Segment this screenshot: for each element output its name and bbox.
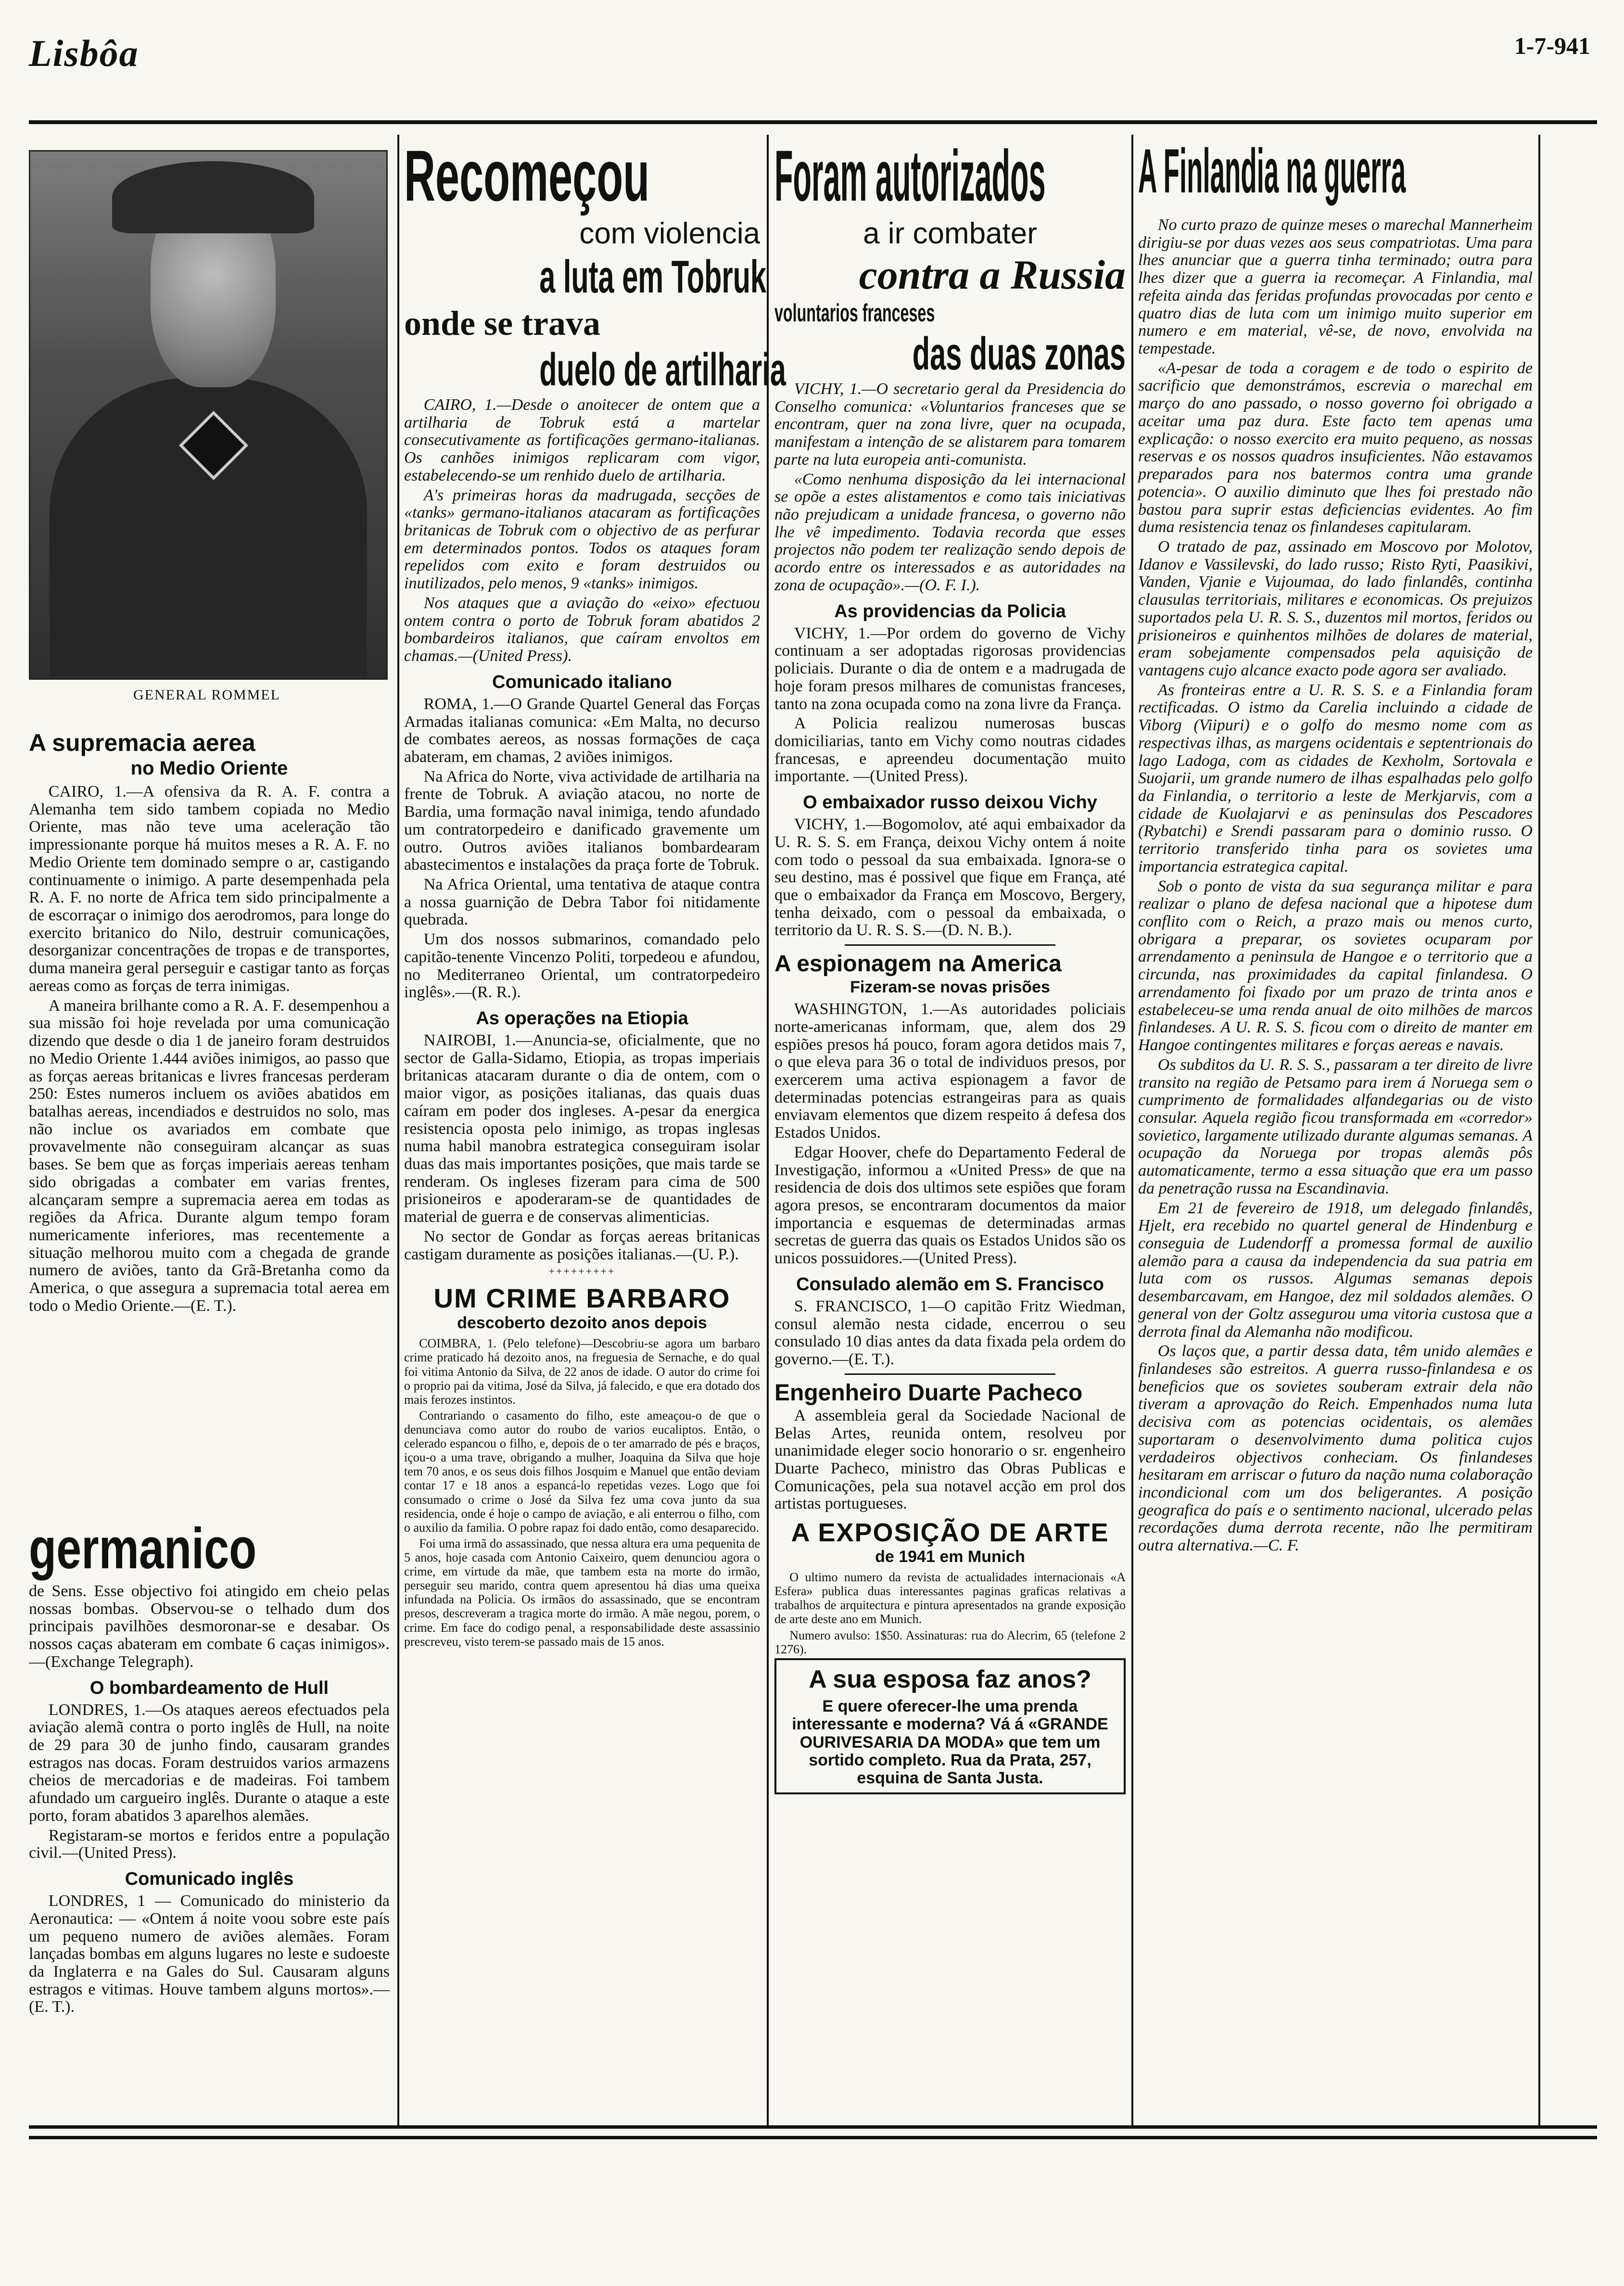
subhead-russia: contra a Russia (859, 252, 1126, 298)
article-paragraph: A's primeiras horas da madrugada, secções de «tanks» germano-italianos atacaram as fortificações britanicas de Tobruk com o objectivo de as perfurar em determinados pontos. Todos os ataques foram repelidos com exito e foram destruidos ou inutilizados, pelo menos, 9 «tanks» inimigos. (404, 486, 760, 593)
section-subtitle-exposicao: de 1941 em Munich (875, 1548, 1025, 1566)
article-voluntarios (774, 135, 1126, 2121)
article-paragraph: Registaram-se mortos e feridos entre a população civil.—(United Press). (29, 1826, 390, 1862)
subhead-duelo: duelo de artilharia (539, 344, 786, 395)
article-title: A supremacia aerea (29, 729, 255, 756)
column-rule (767, 135, 769, 2126)
article-germanico (29, 1583, 390, 2121)
column-rule (1538, 135, 1540, 2126)
section-title-crime: UM CRIME BARBARO (433, 1283, 731, 1314)
masthead: Lisbôa (29, 32, 139, 74)
ad-text: E quere oferecer-lhe uma prenda interessante e moderna? Vá á «GRANDE OURIVESARIA DA MODA» que tem um sortido completo. Rua da Prata, 257, esquina de Santa Justa. (792, 1697, 1108, 1788)
section-subtitle-crime: descoberto dezoito anos depois (457, 1314, 707, 1333)
article-paragraph: Nos ataques que a aviação do «eixo» efectuou ontem contra o porto de Tobruk foram abatidos 2 bombardeiros italianos, que caíram envoltos em chamas.—(United Press). (404, 594, 760, 665)
section-title-policia: As providencias da Policia (834, 601, 1066, 622)
section-title-ingles: Comunicado inglês (125, 1869, 294, 1890)
article-paragraph: «A-pesar de toda a coragem e de todo o espirito de sacrificio que demonstrámos, escrevia o marechal em março do ano passado, o nosso governo foi obrigado a aceitar uma paz dura. Este facto tem apenas uma explicação: o nosso exercito era muito pequeno, as nossas reservas e os nossos quadros insuficientes. Não estavamos preparados para nos batermos contra uma grande potencia». O auxilio diminuto que lhes foi prestado não bastou para suprir estas deficiencias evidentes. Ao fim duma resistencia tenaz os finlandeses capitularam. (1138, 359, 1533, 536)
subhead-voluntarios: voluntarios franceses (774, 299, 935, 327)
article-paragraph: A assembleia geral da Sociedade Nacional de Belas Artes, reunida ontem, resolveu por unanimidade eleger socio honorario o sr. engenheiro Duarte Pacheco, ministro das Obras Publicas e Comunicações, pela sua notavel acção em prol dos artistas portugueses. (774, 1406, 1126, 1513)
article-paragraph: de Sens. Esse objectivo foi atingido em cheio pelas nossas bombas. Observou-se o telhado dum dos principais pavilhões desmoronar-se e desabar. Os nossos caças abateram em combate 6 caças inimigos».—(Exchange Telegraph). (29, 1582, 390, 1671)
section-title-etiopia: As operações na Etiopia (476, 1008, 688, 1029)
headline-autorizados: Foram autorizados (774, 135, 1046, 216)
subhead-trava: onde se trava (404, 304, 600, 343)
cap-shape (112, 161, 314, 233)
article-paragraph: Foi uma irmã do assassinado, que nessa altura era uma pequenita de 5 anos, hoje casada com Antonio Caixeiro, quem denunciou agora o crime, em virtude da mãe, que tambem esta na morte do irmão, perseguir seu marido, contra quem apresentou há dias uma queixa infundada na Policia. Os irmãos do assassinado, que se encontram presos, descreveram a tragica morte do irmão. A mãe negou, porem, o crime. Em face do codigo penal, a responsabilidade deste assassinio prescreveu, visto terem-se passado mais de 15 anos. (404, 1536, 760, 1649)
article-paragraph: Um dos nossos submarinos, comandado pelo capitão-tenente Vincenzo Politi, torpedeou e afundou, no Mediterraneo Oriental, um contratorpedeiro inglês».—(R. R.). (404, 930, 760, 1002)
headline-finlandia: A Finlandia na guerra (1138, 136, 1406, 206)
section-title-italiano: Comunicado italiano (492, 672, 672, 692)
article-paragraph: A maneira brilhante como a R. A. F. desempenhou a sua missão foi hoje revelada por uma comunicação dizendo que desde o dia 1 de janeiro foram destruidos no Medio Oriente 1.444 aviões inimigos, ao passo que as forças aereas britanicas e livres francesas perderam 250: Estes numeros incluem os aviões abatidos em batalhas aereas, incendiados e destruidos no solo, mas não inclue os avariados em combate que provavelmente não conseguiram alcançar as suas bases. Se bem que as forças imperiais aereas tenham sido obrigadas a combater em varias frentes, alcançaram sempre a supremacia aerea em todas as regiões da Africa. Durante algum tempo foram numericamente inferiores, mas recentemente a situação melhorou muito com a chegada de grande numero de aviões, tanto da Grã-Bretanha como da America, o que assegura a supremacia total aerea em todo o Medio Oriente.—(E. T.). (29, 996, 390, 1315)
article-finlandia (1138, 136, 1533, 2121)
article-paragraph: NAIROBI, 1.—Anuncia-se, oficialmente, que no sector de Galla-Sidamo, Etiopia, as tropas imperiais britanicas atacaram durante o dia de ontem, com o maior vigor, as posições italianas, das quais duas caíram em poder dos ingleses. A-pesar da energica resistencia oposta pelo inimigo, as tropas inglesas numa habil manobra estrategica conseguiram isolar duas das mais importantes posições, que mais tarde se renderam. Os ingleses fizeram para cima de 500 prisioneiros e apoderaram-se de quantidades de material de guerra e de conservas alimenticias. (404, 1031, 760, 1226)
article-paragraph: Os subditos da U. R. S. S., passaram a ter direito de livre transito na região de Petsamo para irem á Noruega sem o cumprimento de formalidades alfandegarias ou de visto consular. Aquela região ficou transformada em «corredor» sovietico, largamente utilizado durante algumas semanas. A ocupação da Noruega por tropas alemãs pôs automaticamente, termo a essa situação que era um passo da penetração russa na Escandinavia. (1138, 1055, 1533, 1197)
article-paragraph: O tratado de paz, assinado em Moscovo por Molotov, Idanov e Vassilevski, do lado russo; Risto Ryti, Paasikivi, Vanden, Vjanie e Vujoumaa, do lado finlandês, continha clausulas territoriais, militares e economicas. Os prejuizos suportados pela U. R. S. S., duzentos mil mortos, feridos ou prisioneiros e quinhentos milhões de dolares de material, eram sobejamente compensados pela aquisição de vantagens cujo alcance exacto pode agora ser avaliado. (1138, 537, 1533, 679)
column-rule (1131, 135, 1133, 2126)
article-paragraph: VICHY, 1.—O secretario geral da Presidencia do Conselho comunica: «Voluntarios franceses que se encontram, quer na zona livre, quer na ocupada, manifestam a intenção de se alistarem para tomarem parte na luta europeia anti-comunista. (774, 380, 1126, 469)
page-date: 1-7-941 (1514, 32, 1590, 59)
article-paragraph: COIMBRA, 1. (Pelo telefone)—Descobriu-se agora um barbaro crime praticado há dezoito anos, na freguesia de Sernache, e do qual foi vitima Antonio da Silva, de 22 anos de idade. O autor do crime foi o proprio pai da vitima, José da Silva, já falecido, e que era dotado dos mais ferozes instintos. (404, 1336, 760, 1407)
subhead-tobruk: a luta em Tobruk (539, 251, 767, 303)
section-title-espionagem: A espionagem na America (774, 951, 1062, 977)
article-paragraph: As fronteiras entre a U. R. S. S. e a Finlandia foram rectificadas. O istmo da Carelia incluindo a cidade de Viborg (Viipuri) e o golfo do mesmo nome com as respectivas ilhas, as margens ocidentais e septentrionais do lago Ladoga, com as cidades de Kexholm, Sortovala e Suojarii, um grande numero de ilhas espalhadas pelo golfo da Finlandia, o territorio a leste de Merkjarvis, com a cidade de Kuolajarvi e as peninsulas dos Pescadores (Rybatchi) e Srendi passaram para o dominio russo. O territorio transferido tinha para os sovietes uma importancia estrategica capital. (1138, 681, 1533, 876)
article-paragraph: Na Africa Oriental, uma tentativa de ataque contra a nossa guarnição de Debra Tabor foi nitidamente quebrada. (404, 875, 760, 929)
rommel-photo (29, 150, 388, 680)
article-paragraph: No sector de Gondar as forças aereas britanicas castigam duramente as posições italianas.—(U. P.). (404, 1227, 760, 1263)
article-paragraph: Na Africa do Norte, viva actividade de artilharia na frente de Tobruk. A aviação atacou, no norte de Bardia, uma formação naval inimiga, tendo afundado um contratorpedeiro e danificado gravemente um outro. Outros aviões italianos bombardearam abastecimentos e instalações da praça forte de Tobruk. (404, 767, 760, 874)
article-tobruk (404, 135, 786, 2121)
separator-rule (845, 1373, 1055, 1375)
article-paragraph: Edgar Hoover, chefe do Departamento Federal de Investigação, informou a «United Press» de que na residencia de dois dos ultimos sete espiões que foram agora presos, se encontraram documentos da maior importancia e esquemas de determinadas armas secretas de guerra das quais os Estados Unidos são os unicos possuidores.—(United Press). (774, 1143, 1126, 1268)
article-paragraph: WASHINGTON, 1.—As autoridades policiais norte-americanas informam, que, alem dos 29 espiões presos há pouco, foram agora detidos mais 7, o que eleva para 36 o total de individuos presos, por exercerem uma activa espionagem a favor de determinadas potencias estrangeiras para as quais enviavam elementos que dizem respeito á defesa dos Estados Unidos. (774, 1000, 1126, 1142)
section-title-pacheco: Engenheiro Duarte Pacheco (774, 1380, 1083, 1406)
article-paragraph: LONDRES, 1 — Comunicado do ministerio da Aeronautica: — «Ontem á noite voou sobre este país um pequeno numero de aviões alemães. Foram lançadas bombas em alguns lugares no leste e sudoeste da Inglaterra e na Gales do Sul. Causaram alguns estragos e vitimas. Houve tambem alguns mortos».—(E. T.). (29, 1892, 390, 2016)
advertisement-box (774, 1658, 1126, 1794)
article-paragraph: LONDRES, 1.—Os ataques aereos efectuados pela aviação alemã contra o porto inglês de Hull, na noite de 29 para 30 de junho findo, causaram grandes estragos nas docas. Foram destruidos varios armazens cheios de mercadorias e de madeiras. Foi tambem afundado um cargueiro inglês. Durante o ataque a este porto, foram abatidos 3 aparelhos alemães. (29, 1701, 390, 1825)
section-title-consulado: Consulado alemão em S. Francisco (796, 1274, 1104, 1295)
ad-title: A sua esposa faz anos? (809, 1665, 1091, 1693)
article-subtitle: no Medio Oriente (130, 758, 288, 779)
section-title-exposicao: A EXPOSIÇÃO DE ARTE (791, 1518, 1109, 1548)
article-paragraph: Em 21 de fevereiro de 1918, um delegado finlandês, Hjelt, era recebido no quartel general de Hindenburg e conseguia de Ludendorff a promessa formal de auxilio alemão para a causa da independencia da sua patria em luta com os russos. Algumas semanas depois desembarcavam, em Hangoe, dez mil soldados alemães. O general von der Goltz assegurou uma vitoria custosa que a derrota final da Alemanha não modificou. (1138, 1199, 1533, 1341)
article-paragraph: VICHY, 1.—Bogomolov, até aqui embaixador da U. R. S. S. em França, deixou Vichy ontem á noite com todo o pessoal da sua embaixada. Ignora-se o seu destino, mas é possivel que fique em França, até que o embaixador da França em Moscovo, Bergery, tenha deixado, com o pessoal da embaixada, o territorio da U. R. S. S.—(D. N. B.). (774, 815, 1126, 940)
subhead-combater: a ir combater (863, 217, 1037, 250)
article-paragraph: No curto prazo de quinze meses o marechal Mannerheim dirigiu-se por duas vezes aos seus compatriotas. Uma para lhes anunciar que a guerra tinha terminado; outra para lhes dizer que a guerra ia recomeçar. A Finlandia, mal refeita ainda das feridas profundas provocadas por cento e quatro dias de luta com um inimigo muito superior em numero e em material, vê-se, de novo, envolvida na tempestade. (1138, 216, 1533, 358)
germanico-title: germanico (29, 1516, 257, 1581)
article-paragraph: VICHY, 1.—Por ordem do governo de Vichy continuam a ser adoptadas rigorosas providencias policiais. Durante o dia de ontem e a madrugada de hoje foram presos milhares de comunistas franceses, tanto na zona ocupada como na zona livre da França. (774, 624, 1126, 713)
headline-recomecou: Recomeçou (404, 135, 650, 216)
subhead-violencia: com violencia (579, 217, 760, 250)
separator-rule (845, 944, 1055, 946)
article-paragraph: A Policia realizou numerosas buscas domiciliarias, tanto em Vichy como noutras cidades francesas, e apreendeu documentação muito importante. —(United Press). (774, 714, 1126, 786)
section-title-embaixador: O embaixador russo deixou Vichy (803, 792, 1097, 813)
section-subtitle-espionagem: Fizeram-se novas prisões (850, 978, 1050, 997)
subhead-zonas: das duas zonas (912, 328, 1126, 380)
photo-caption: GENERAL ROMMEL (133, 687, 281, 703)
bottom-rule (29, 2136, 1597, 2139)
column-rule (397, 135, 399, 2126)
article-paragraph: CAIRO, 1.—Desde o anoitecer de ontem que a artilharia de Tobruk está a martelar consecutivamente as fortificações germano-italianas. Os canhões inimigos replicaram com vigor, estabelecendo-se um renhido duelo de artilharia. (404, 396, 760, 484)
article-paragraph: Numero avulso: 1$50. Assinaturas: rua do Alecrim, 65 (telefone 2 1276). (774, 1628, 1126, 1656)
article-paragraph: Contrariando o casamento do filho, este ameaçou-o de que o denunciava como autor do roubo de varios eucaliptos. Então, o celerado espancou o filho, e, depois de o ter amarrado de pés e braços, içou-o a uma trave, obrigando a mulher, Joaquina da Silva que hoje tem 70 anos, e os seus dois filhos Josquim e Manuel que então deviam contar 17 e 18 anos a espancá-lo repetidas vezes. Logo que foi consumado o crime o José da Silva fez uma cova junto da sua residencia, onde é hoje o campo de aviação, e ali enterrou o filho, com o auxilio da familia. O pobre rapaz foi dado então, como desaparecido. (404, 1408, 760, 1535)
separator-dots: +++++++++ (548, 1265, 616, 1278)
article-paragraph: Sob o ponto de vista da sua segurança militar e para realizar o plano de defesa nacional que a hipotese dum conflito com o Reich, a prazo mais ou menos curto, obrigara a preparar, os sovietes ocuparam por arrendamento a peninsula de Hangoe e o territorio que a circunda, nas proximidades da capital finlandesa. O arrendamento foi fixado por um prazo de trinta anos e estabeleceu-se uma renda anual de oito milhões de marcos finlandeses. A U. R. S. S. ficou com o direito de manter em Hangoe contingentes militares e forças aereas e navais. (1138, 877, 1533, 1054)
bottom-rule (29, 2125, 1597, 2129)
article-paragraph: «Como nenhuma disposição da lei internacional se opõe a estes alistamentos e como tais iniciativas não prejudicam a unidade francesa, o governo não lhe vê impedimento. Todavia recorda que esses projectos não podem ter realização sendo depois de acordo entre os interessados e as autoridades na zona de ocupação».—(O. F. I.). (774, 470, 1126, 594)
germanico-heading (29, 1515, 404, 1581)
article-paragraph: O ultimo numero da revista de actualidades internacionais «A Esfera» publica duas interessantes paginas graficas relativas a trabalhos de arquitectura e pintura apresentados na grande exposição de arte deste ano em Munich. (774, 1570, 1126, 1626)
article-paragraph: CAIRO, 1.—A ofensiva da R. A. F. contra a Alemanha tem sido tambem copiada no Medio Oriente, mas não teve uma aceleração tão impressionante porque há muitos meses a R. A. F. no Medio Oriente tem dominado sempre o ar, castigando continuamente o inimigo. A parte desempenhada pela R. A. F. no norte de Africa tem sido principalmente a de escorraçar o inimigo dos aerodromos, para longe do exercito britanico do Nilo, destruir comunicações, desorganizar concentrações de tropas e de transportes, duma maneira geral perseguir e castigar tanto as forças aereas como as forças de terra inimigas. (29, 783, 390, 995)
article-paragraph: S. FRANCISCO, 1—O capitão Fritz Wiedman, consul alemão nesta cidade, encerrou o seu consulado 10 dias antes da data fixada pela ordem do governo.—(E. T.). (774, 1297, 1126, 1369)
article-supremacia (29, 724, 390, 1503)
section-title-hull: O bombardeamento de Hull (89, 1677, 329, 1698)
article-paragraph: Os laços que, a partir dessa data, têm unido alemães e finlandeses são estreitos. A guerra russo-finlandesa e os beneficios que os sovietes souberam extrair dela não tiveram a aprovação do Reich. Empenhados numa luta decisiva com as potencias ocidentais, os alemães suportaram o desenvolvimento duma politica cujos verdadeiros objectivos conheciam. Os finlandeses hesitaram em arriscar o futuro da nação numa colaboração incondicional com um dos beligerantes. A posição geografica do país e o sentimento nacional, ulcerado pelas recordações duma derrota recente, não lhe permitiram outra alternativa.—C. F. (1138, 1342, 1533, 1555)
article-paragraph: ROMA, 1.—O Grande Quartel General das Forças Armadas italianas comunica: «Em Malta, no decurso de combates aereos, as nossas formações de caça abateram, em chamas, 2 aviões inimigos. (404, 695, 760, 766)
top-rule (29, 120, 1597, 124)
